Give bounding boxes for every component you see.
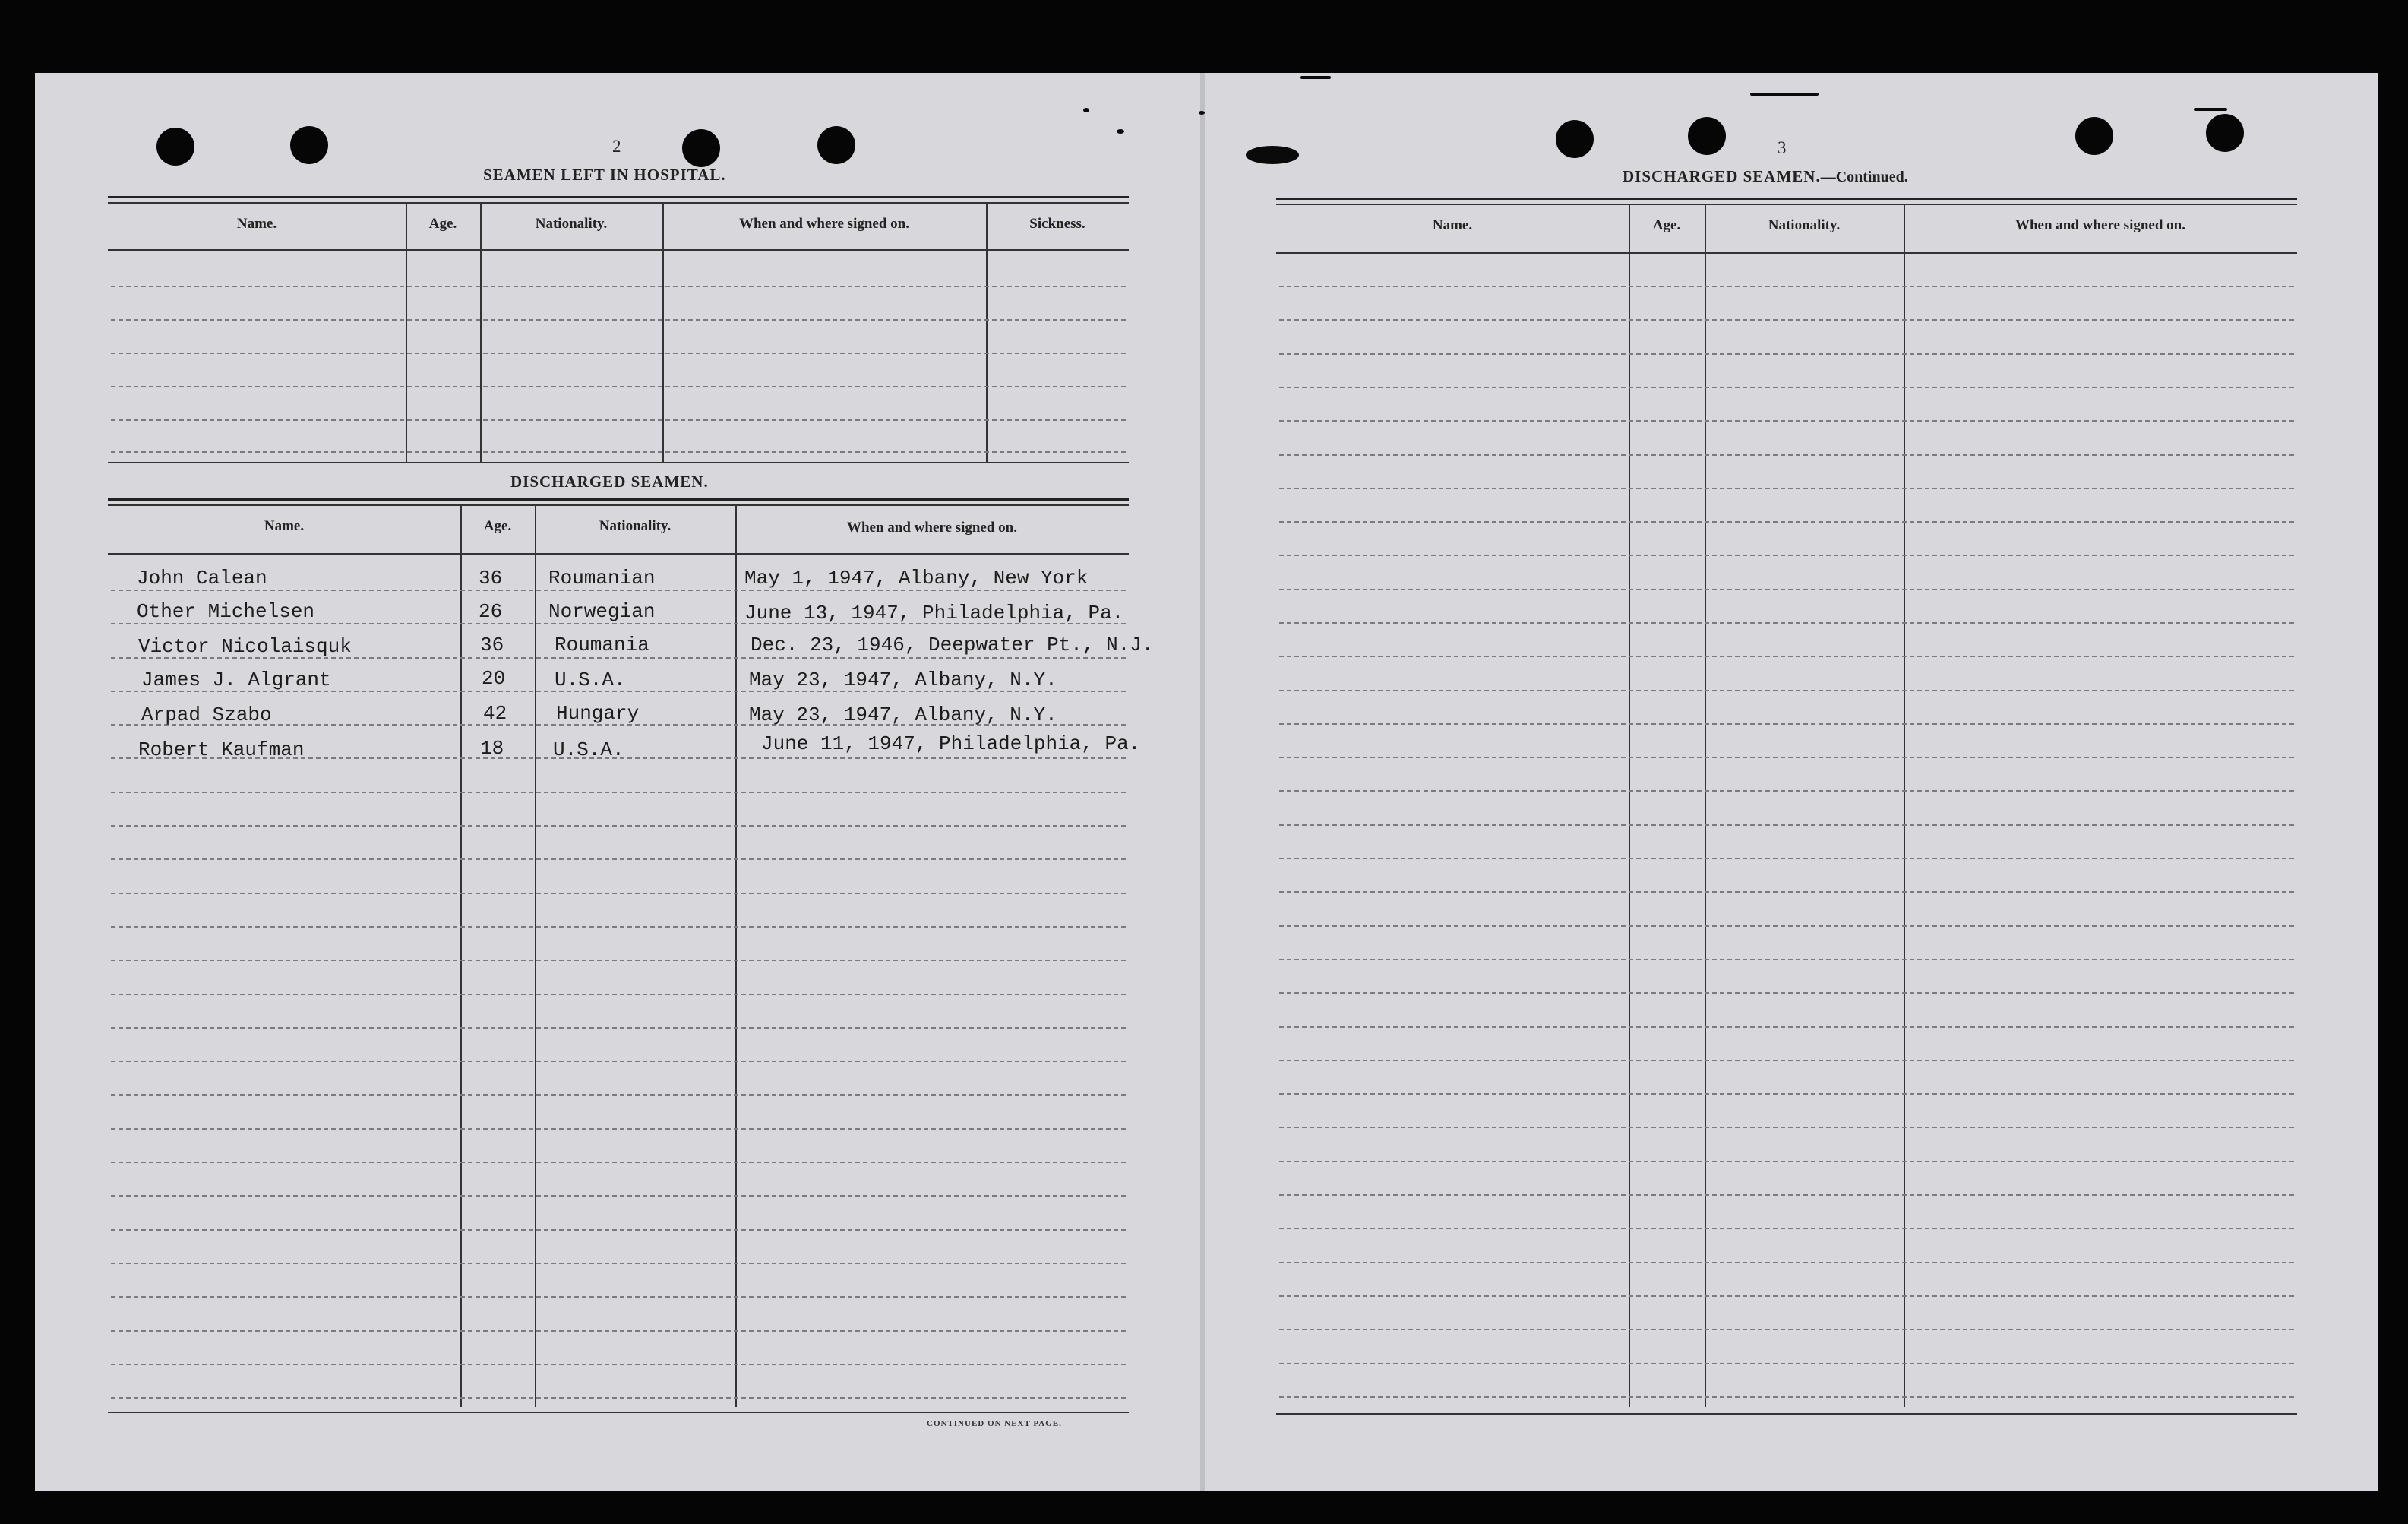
ruled-row-line — [111, 1364, 1126, 1365]
row-3-name: Victor Nicolaisquk — [138, 635, 352, 658]
ruled-row-line — [111, 960, 1126, 961]
ruled-row-line — [1279, 319, 2294, 321]
right-header-rule — [1276, 252, 2297, 254]
right-col-name: Name. — [1432, 217, 1473, 233]
discharged-col-name: Name. — [264, 518, 305, 534]
discharged-col-age: Age. — [483, 518, 512, 534]
hospital-col-sickness: Sickness. — [1029, 216, 1085, 232]
ruled-row-line — [111, 1397, 1126, 1399]
ruled-row-line — [1279, 1093, 2294, 1095]
right-section-title — [1623, 167, 1908, 186]
ruled-row-line — [1279, 790, 2294, 792]
ruled-row-line — [1279, 1295, 2294, 1297]
ruled-row-line — [1279, 555, 2294, 556]
row-4-name: James J. Algrant — [141, 669, 331, 691]
row-3-signed-on: Dec. 23, 1946, Deepwater Pt., N.J. — [751, 634, 1154, 656]
continued-note: CONTINUED ON NEXT PAGE. — [927, 1419, 1062, 1428]
discharged-section-title: DISCHARGED SEAMEN. — [510, 473, 709, 491]
discharged-col-divider — [535, 506, 536, 1407]
ruled-row-line — [1279, 723, 2294, 725]
ink-speck — [2194, 108, 2227, 111]
hospital-col-divider — [986, 204, 988, 462]
discharged-col-divider — [735, 506, 737, 1407]
row-4-nationality: U.S.A. — [555, 669, 626, 691]
row-6-signed-on: June 11, 1947, Philadelphia, Pa. — [761, 732, 1141, 755]
punch-hole — [290, 126, 328, 164]
hospital-row-line — [111, 286, 1126, 287]
hospital-col-signed-on: When and where signed on. — [738, 216, 909, 232]
row-5-age: 42 — [483, 702, 507, 725]
right-top-rule-2 — [1276, 204, 2297, 205]
ruled-row-line — [1279, 353, 2294, 355]
punch-hole — [1556, 120, 1594, 158]
row-1-nationality: Roumanian — [548, 567, 656, 590]
row-6-name: Robert Kaufman — [138, 738, 305, 761]
ruled-row-line — [1279, 992, 2294, 994]
ruled-row-line — [1279, 420, 2294, 422]
right-bottom-rule — [1276, 1413, 2297, 1415]
row-2-signed-on: June 13, 1947, Philadelphia, Pa. — [744, 602, 1124, 624]
punch-hole — [2206, 114, 2244, 152]
ruled-row-line — [111, 792, 1126, 793]
row-4-age: 20 — [482, 667, 506, 690]
ruled-row-line — [1279, 488, 2294, 489]
hospital-section-title: SEAMEN LEFT IN HOSPITAL. — [483, 166, 726, 184]
ruled-row-line — [1279, 1194, 2294, 1196]
page-gutter — [1200, 73, 1205, 1491]
ruled-row-line — [1279, 1363, 2294, 1364]
row-1-signed-on: May 1, 1947, Albany, New York — [744, 567, 1089, 590]
ruled-row-line — [1279, 286, 2294, 287]
page-number-right: 3 — [1778, 138, 1787, 157]
ruled-row-line — [111, 994, 1126, 995]
right-col-divider — [1904, 205, 1905, 1407]
hospital-row-line — [111, 319, 1126, 321]
punch-hole — [817, 126, 855, 164]
discharged-bottom-rule — [108, 1412, 1129, 1413]
ruled-row-line — [1279, 1127, 2294, 1128]
ruled-row-line — [111, 1195, 1126, 1197]
row-3-nationality: Roumania — [555, 634, 649, 656]
ruled-row-line — [1279, 454, 2294, 456]
hospital-row-line — [111, 419, 1126, 421]
hospital-row-line — [111, 386, 1126, 387]
discharged-col-divider — [460, 506, 462, 1407]
discharged-col-nationality: Nationality. — [599, 518, 672, 534]
right-title-suffix: —Continued. — [1820, 169, 1908, 185]
hospital-row-line — [111, 353, 1126, 354]
hospital-col-age: Age. — [428, 216, 457, 232]
hospital-bottom-rule — [108, 462, 1129, 463]
ruled-row-line — [1279, 757, 2294, 758]
ruled-row-line — [1279, 690, 2294, 691]
ruled-row-line — [111, 1229, 1126, 1231]
ruled-row-line — [1279, 891, 2294, 893]
ruled-row-line — [111, 1263, 1126, 1264]
hospital-top-rule — [108, 196, 1129, 198]
ink-speck — [1083, 108, 1089, 112]
discharged-top-rule-2 — [108, 504, 1129, 506]
row-2-name: Other Michelsen — [137, 600, 315, 623]
hospital-col-divider — [406, 204, 407, 462]
ink-speck — [1750, 93, 1819, 96]
row-6-nationality: U.S.A. — [553, 738, 624, 761]
punch-hole — [682, 129, 720, 167]
ruled-row-line — [1279, 1262, 2294, 1263]
punch-hole — [156, 128, 194, 166]
ruled-row-line — [1279, 622, 2294, 624]
ink-speck — [1199, 111, 1205, 115]
right-col-signed-on: When and where signed on. — [2015, 217, 2185, 233]
ruled-row-line — [1279, 521, 2294, 523]
ruled-row-line — [1279, 1329, 2294, 1330]
ruled-row-line — [1279, 1161, 2294, 1162]
row-4-signed-on: May 23, 1947, Albany, N.Y. — [749, 669, 1057, 691]
right-top-rule — [1276, 198, 2297, 200]
row-3-age: 36 — [480, 634, 504, 656]
right-col-divider — [1629, 205, 1630, 1407]
right-col-age: Age. — [1652, 217, 1681, 233]
ruled-row-line — [111, 1296, 1126, 1298]
ruled-row-line — [1279, 1396, 2294, 1398]
ruled-row-line — [111, 1094, 1126, 1096]
row-2-age: 26 — [479, 600, 503, 623]
ruled-row-line — [111, 825, 1126, 827]
ruled-row-line — [111, 1330, 1126, 1332]
ruled-row-line — [111, 1027, 1126, 1029]
hospital-header-rule — [108, 249, 1129, 251]
discharged-header-rule — [108, 553, 1129, 555]
row-5-name: Arpad Szabo — [141, 704, 272, 726]
punch-hole — [1688, 117, 1726, 155]
ruled-row-line — [1279, 925, 2294, 927]
right-col-nationality: Nationality. — [1768, 217, 1841, 233]
hospital-row-line — [111, 451, 1126, 453]
ruled-row-line — [111, 1162, 1126, 1163]
hospital-col-name: Name. — [236, 216, 277, 232]
ruled-row-line — [111, 926, 1126, 928]
ruled-row-line — [1279, 1026, 2294, 1028]
hospital-col-nationality: Nationality. — [535, 216, 608, 232]
hospital-top-rule-2 — [108, 202, 1129, 204]
discharged-top-rule — [108, 498, 1129, 501]
ruled-row-line — [1279, 656, 2294, 657]
discharged-col-signed-on: When and where signed on. — [846, 520, 1017, 536]
punch-hole — [2075, 117, 2113, 155]
row-6-age: 18 — [480, 737, 504, 760]
row-1-name: John Calean — [137, 567, 267, 590]
right-title-main: DISCHARGED SEAMEN. — [1623, 167, 1821, 185]
ruled-row-line — [111, 590, 1126, 591]
ruled-row-line — [111, 893, 1126, 894]
row-5-nationality: Hungary — [556, 702, 640, 725]
ruled-row-line — [1279, 824, 2294, 826]
row-1-age: 36 — [479, 567, 503, 590]
hospital-col-divider — [662, 204, 664, 462]
ruled-row-line — [1279, 959, 2294, 960]
page-number-left: 2 — [612, 137, 621, 156]
ruled-row-line — [111, 1061, 1126, 1062]
ink-speck — [1300, 76, 1331, 79]
row-2-nationality: Norwegian — [548, 600, 656, 623]
ruled-row-line — [1279, 589, 2294, 590]
ink-smudge — [1246, 146, 1299, 164]
hospital-col-divider — [480, 204, 482, 462]
ruled-row-line — [1279, 1228, 2294, 1229]
ruled-row-line — [111, 1128, 1126, 1130]
ruled-row-line — [1279, 387, 2294, 388]
ruled-row-line — [1279, 858, 2294, 859]
ink-speck — [1117, 129, 1124, 134]
ruled-row-line — [1279, 1060, 2294, 1061]
row-5-signed-on: May 23, 1947, Albany, N.Y. — [749, 704, 1057, 726]
right-col-divider — [1705, 205, 1706, 1407]
ruled-row-line — [111, 858, 1126, 860]
